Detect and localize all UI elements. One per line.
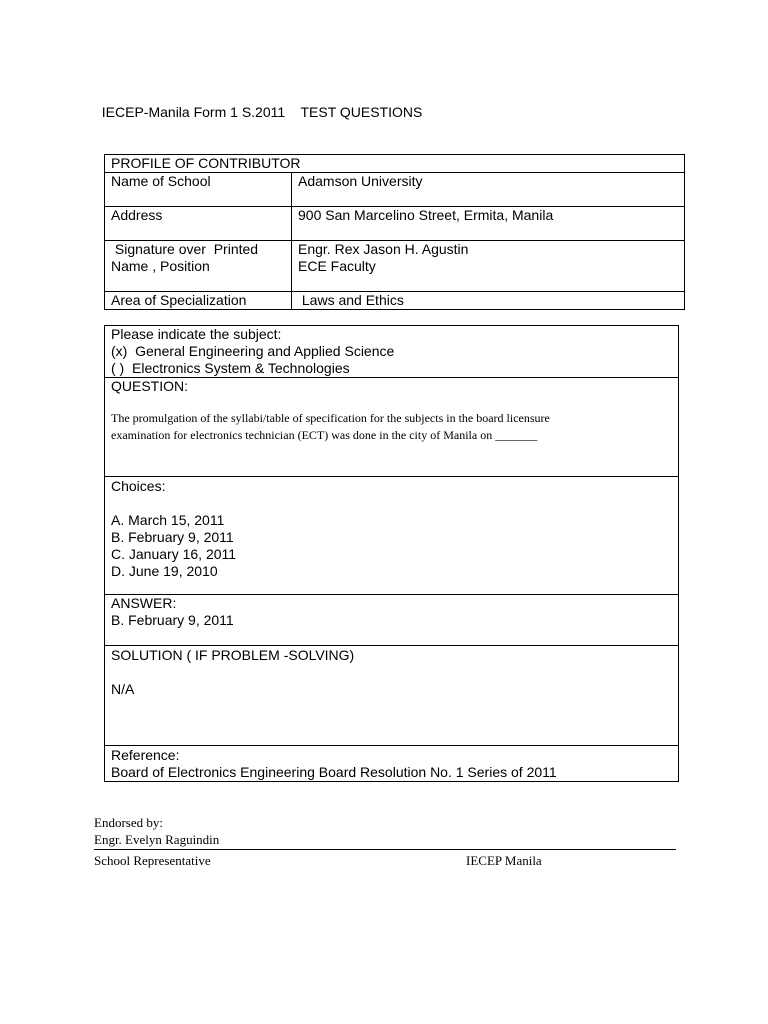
subject-option-general: (x) General Engineering and Applied Science [111,343,395,359]
solution-box [104,645,679,746]
answer-label: ANSWER: [111,595,177,611]
profile-table [104,154,685,310]
reference-label: Reference: [111,747,180,763]
solution-value: N/A [111,681,135,697]
subject-box [104,325,679,378]
signature-value: Engr. Rex Jason H. Agustin ECE Faculty [292,241,685,292]
endorser-name: Engr. Evelyn Raguindin [94,832,220,847]
school-value: Adamson University [292,173,685,207]
form-title: TEST QUESTIONS [300,104,423,120]
choice-a: A. March 15, 2011 [111,512,225,528]
form-header [94,87,422,121]
choice-b: B. February 9, 2011 [111,529,234,545]
school-representative-label: School Representative [94,853,211,868]
signature-label: Signature over Printed Name , Position [105,241,292,292]
school-label: Name of School [105,173,292,207]
choices-label: Choices: [111,478,166,494]
question-label: QUESTION: [111,378,189,394]
choices-box [104,476,679,595]
endorsed-label: Endorsed by: [94,815,163,830]
specialization-label: Area of Specialization [105,292,292,310]
subject-prompt: Please indicate the subject: [111,326,282,342]
address-value: 900 San Marcelino Street, Ermita, Manila [292,207,685,241]
form-id: IECEP-Manila Form 1 S.2011 [101,104,286,120]
choice-c: C. January 16, 2011 [111,546,237,562]
subject-option-electronics: ( ) Electronics System & Technologies [111,360,350,376]
iecep-manila-label: IECEP Manila [466,853,542,868]
question-text: The promulgation of the syllabi/table of specification for the subjects in the board licensure examination for electronics technician (ECT) was done in the city of Manila on _______ [111,411,550,442]
question-box [104,377,679,477]
reference-value: Board of Electronics Engineering Board Resolution No. 1 Series of 2011 [111,764,557,780]
choice-d: D. June 19, 2010 [111,563,218,579]
answer-value: B. February 9, 2011 [111,612,234,628]
solution-label: SOLUTION ( IF PROBLEM -SOLVING) [111,647,355,663]
specialization-value: Laws and Ethics [292,292,685,310]
profile-heading: PROFILE OF CONTRIBUTOR [105,155,685,173]
answer-box [104,594,679,646]
address-label: Address [105,207,292,241]
signature-line [94,849,676,850]
reference-box [104,745,679,782]
